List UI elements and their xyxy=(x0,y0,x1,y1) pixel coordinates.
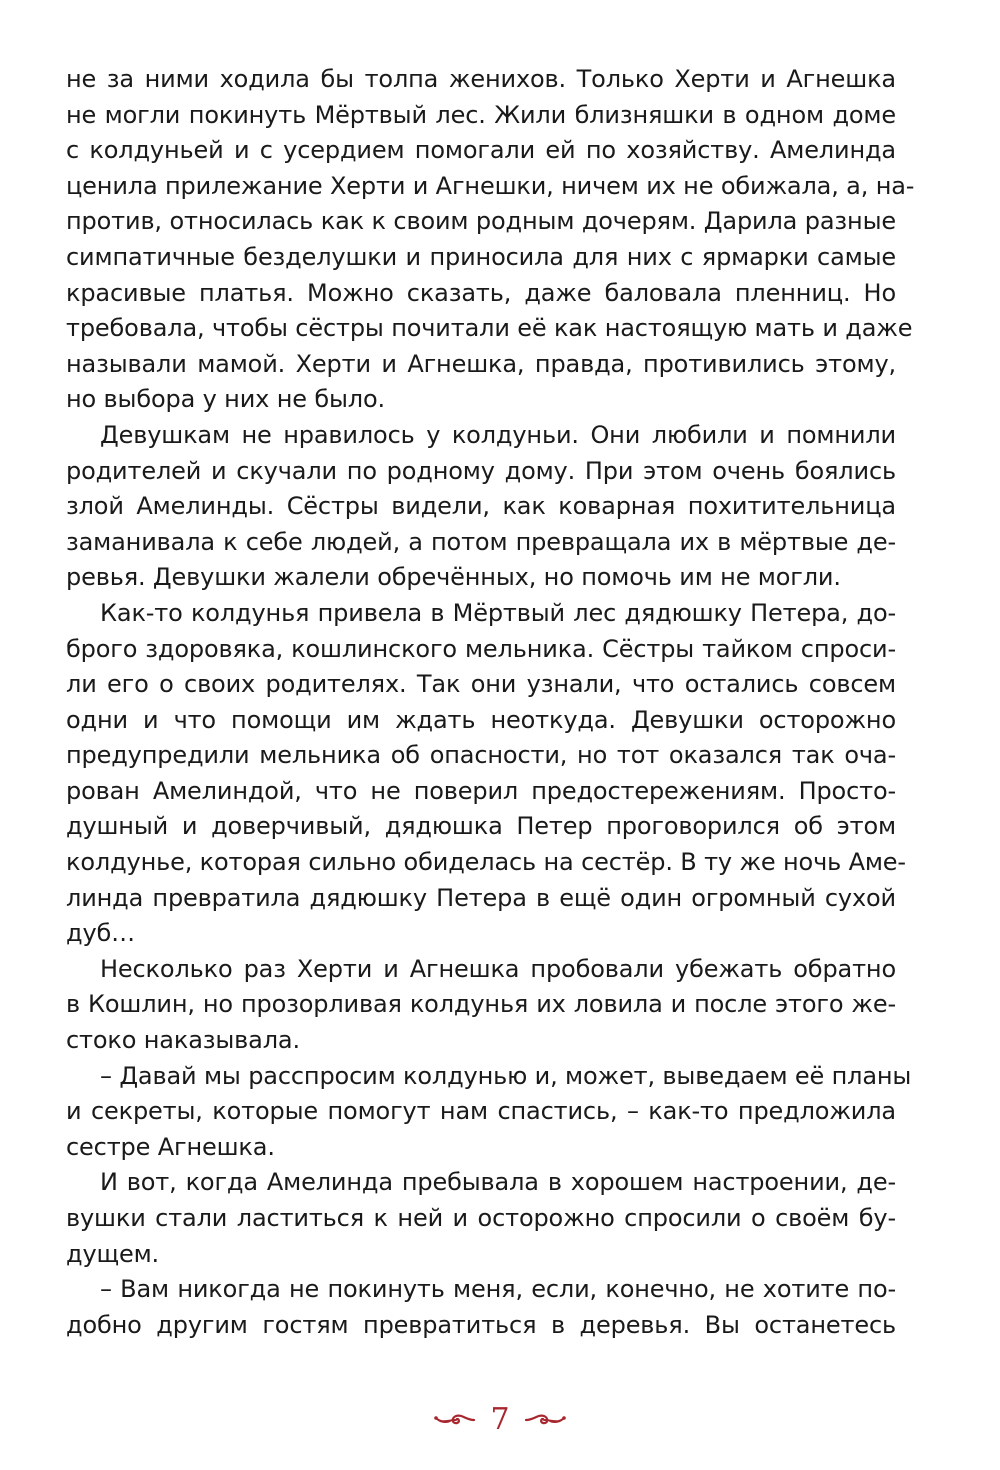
text-line: заманивала к себе людей, а потом превращала их в мёртвые де- xyxy=(66,527,896,556)
text-line: но выбора у них не было. xyxy=(66,385,385,414)
text-line: брого здоровяка, кошлинского мельника. Сёстры тайком спроси- xyxy=(66,634,896,663)
text-line: – Вам никогда не покинуть меня, если, конечно, не хотите по- xyxy=(100,1275,896,1304)
page-number: 7 xyxy=(490,1402,510,1437)
text-line: рован Амелиндой, что не поверил предостережениям. Просто- xyxy=(66,776,896,805)
text-line: дуб… xyxy=(66,919,135,948)
text-line: одни и что помощи им ждать неоткуда. Девушки осторожно xyxy=(66,705,896,734)
text-line: против, относилась как к своим родным дочерям. Дарила разные xyxy=(66,207,896,236)
text-line: злой Амелинды. Сёстры видели, как коварная похитительница xyxy=(66,492,896,521)
text-line: предупредили мельника об опасности, но тот оказался так оча- xyxy=(66,741,896,770)
flourish-left-icon xyxy=(432,1410,476,1430)
text-line: и секреты, которые помогут нам спастись, – как-то предложила xyxy=(66,1097,896,1126)
text-line: красивые платья. Можно сказать, даже баловала пленниц. Но xyxy=(66,278,896,307)
text-line: не могли покинуть Мёртвый лес. Жили близняшки в одном доме xyxy=(66,100,896,129)
text-line: линда превратила дядюшку Петера в ещё один огромный сухой xyxy=(66,883,896,912)
text-line: Девушкам не нравилось у колдуньи. Они любили и помнили xyxy=(100,420,896,449)
text-line: не за ними ходила бы толпа женихов. Только Херти и Агнешка xyxy=(66,65,896,93)
text-line: ревья. Девушки жалели обречённых, но помочь им не могли. xyxy=(66,563,841,592)
page-body xyxy=(66,62,915,1343)
page-footer xyxy=(0,1395,1000,1445)
text-line: родителей и скучали по родному дому. При этом очень боялись xyxy=(66,456,896,485)
text-line: требовала, чтобы сёстры почитали её как настоящую мать и даже xyxy=(66,314,913,343)
text-line: ценила прилежание Херти и Агнешки, ничем их не обижала, а, на- xyxy=(66,171,915,200)
text-line: добно другим гостям превратиться в деревья. Вы останетесь xyxy=(66,1310,896,1339)
flourish-right-icon xyxy=(524,1410,568,1430)
text-line: называли мамой. Херти и Агнешка, правда, противились этому, xyxy=(66,349,896,378)
text-line: душный и доверчивый, дядюшка Петер проговорился об этом xyxy=(66,812,896,841)
text-line: сестре Агнешка. xyxy=(66,1132,275,1161)
text-line: – Давай мы расспросим колдунью и, может, выведаем её планы xyxy=(100,1061,912,1090)
text-line: Несколько раз Херти и Агнешка пробовали убежать обратно xyxy=(100,954,896,983)
text-line: в Кошлин, но прозорливая колдунья их ловила и после этого же- xyxy=(66,990,896,1019)
text-line: колдунье, которая сильно обиделась на сестёр. В ту же ночь Аме- xyxy=(66,848,906,877)
text-line: с колдуньей и с усердием помогали ей по хозяйству. Амелинда xyxy=(66,136,896,165)
text-line: И вот, когда Амелинда пребывала в хорошем настроении, де- xyxy=(100,1168,896,1197)
text-line: ли его о своих родителях. Так они узнали, что остались совсем xyxy=(66,670,896,699)
text-line: симпатичные безделушки и приносила для них с ярмарки самые xyxy=(66,242,896,271)
text-line: стоко наказывала. xyxy=(66,1026,300,1055)
text-line: дущем. xyxy=(66,1239,160,1268)
text-line: вушки стали ластиться к ней и осторожно спросили о своём бу- xyxy=(66,1204,896,1232)
text-line: Как-то колдунья привела в Мёртвый лес дядюшку Петера, до- xyxy=(100,598,896,627)
